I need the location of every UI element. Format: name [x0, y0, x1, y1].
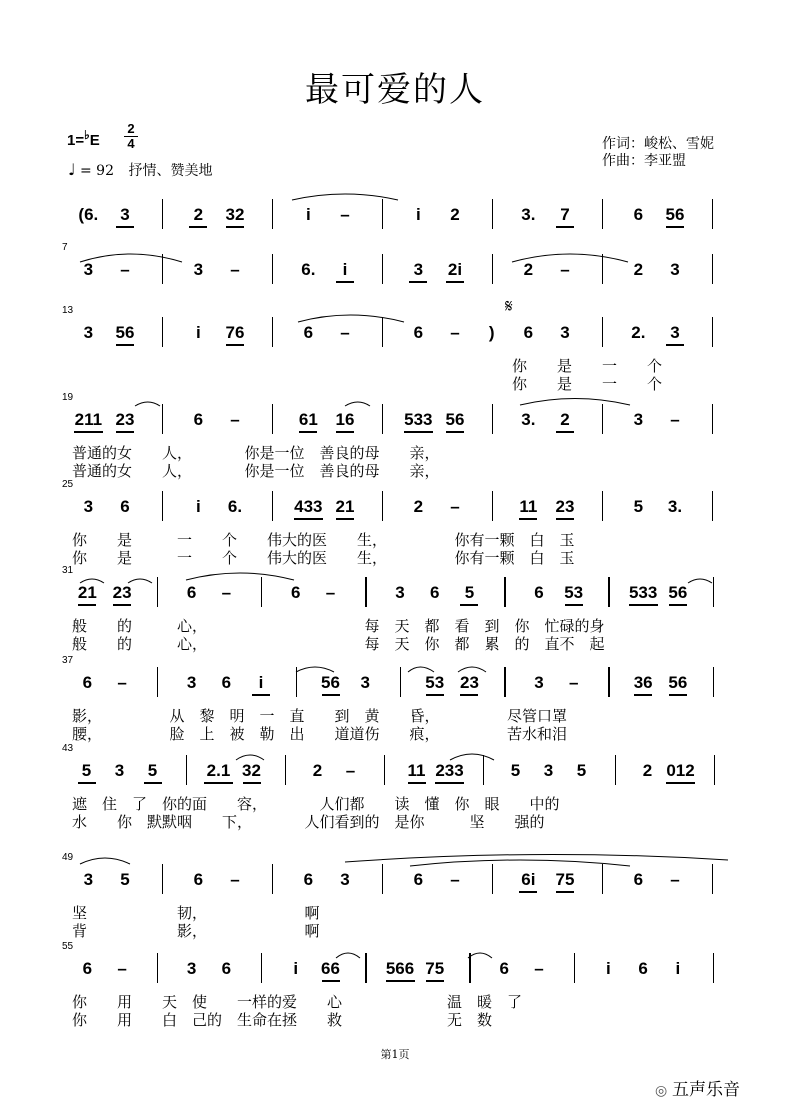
- note: 3: [633, 410, 644, 429]
- note: 6: [303, 323, 314, 342]
- note: 7: [560, 205, 570, 224]
- note: 75: [425, 959, 445, 978]
- measure-number: 7: [62, 242, 68, 253]
- note: 6: [193, 870, 204, 889]
- note: 56: [321, 673, 340, 692]
- note: 3: [560, 323, 570, 342]
- note: 61: [298, 410, 318, 429]
- quarter-note-icon: ♩: [68, 160, 76, 179]
- note: 6.: [227, 497, 243, 516]
- note: 32: [242, 761, 261, 780]
- measure-number: 31: [62, 565, 74, 576]
- note: 2: [413, 497, 424, 516]
- note: –: [534, 959, 544, 978]
- note: –: [120, 260, 130, 279]
- note: 6: [633, 870, 644, 889]
- measure-number: 55: [62, 941, 74, 952]
- note: 56: [445, 410, 465, 429]
- note: –: [450, 323, 460, 342]
- note: 2: [560, 410, 570, 429]
- note: 3: [114, 761, 125, 780]
- slur: [512, 254, 628, 262]
- note: 5: [510, 761, 521, 780]
- note: ): [488, 323, 495, 342]
- time-top: 2: [124, 122, 138, 137]
- note: 53: [564, 583, 584, 602]
- note: 21: [77, 583, 97, 602]
- note: 3.: [521, 410, 536, 429]
- note: 23: [555, 497, 575, 516]
- note: 2: [450, 205, 460, 224]
- note: 3: [360, 673, 370, 692]
- lyric-line: 背 影， 啊: [72, 922, 320, 940]
- note: 5: [633, 497, 644, 516]
- note: 6: [413, 870, 424, 889]
- note: –: [340, 323, 350, 342]
- note: i: [342, 260, 348, 279]
- slur: [688, 579, 712, 583]
- slur: [450, 754, 494, 760]
- expression-text: 抒情、赞美地: [128, 163, 213, 179]
- slur: [292, 194, 398, 200]
- note: 6: [638, 959, 648, 978]
- note: –: [221, 583, 232, 602]
- note: 6: [186, 583, 197, 602]
- note: –: [117, 673, 127, 692]
- note: 3: [395, 583, 405, 602]
- note: 23: [115, 410, 135, 429]
- time-bottom: 4: [127, 136, 135, 151]
- note: 76: [225, 323, 245, 342]
- note: 2: [633, 260, 644, 279]
- note: 3: [670, 260, 680, 279]
- note: 3: [413, 260, 424, 279]
- slur: [236, 755, 264, 760]
- note: 66: [321, 959, 340, 978]
- lyric-line: 遮 住 了 你的面 容， 人们都 读 懂 你 眼 中的: [72, 795, 560, 813]
- measure-number: 43: [62, 743, 74, 754]
- note: –: [670, 410, 680, 429]
- note: 012: [666, 761, 695, 780]
- note: 3: [83, 497, 94, 516]
- note: 3: [340, 870, 350, 889]
- note: –: [230, 410, 240, 429]
- note: 2.: [631, 323, 646, 342]
- slur: [80, 858, 130, 864]
- note: –: [345, 761, 356, 780]
- note: 6: [221, 959, 232, 978]
- lyric-line: 般 的 心， 每 天 都 看 到 你 忙碌的身: [72, 617, 605, 635]
- lyricist-credit: 作词：峻松、雪妮: [602, 136, 714, 152]
- note: 2: [523, 260, 534, 279]
- note: 3: [83, 323, 94, 342]
- note: 5: [576, 761, 587, 780]
- note: 3: [186, 959, 197, 978]
- measure-number: 13: [62, 305, 74, 316]
- slur: [298, 315, 404, 322]
- note: 6.: [301, 260, 316, 279]
- lyric-line: 普通的女 人， 你是一位 善良的母 亲，: [72, 444, 440, 462]
- slur: [520, 399, 630, 406]
- note: –: [670, 870, 680, 889]
- note: –: [568, 673, 579, 692]
- wechat-icon: ◎: [655, 1082, 668, 1098]
- note: 2: [642, 761, 653, 780]
- note: 6: [430, 583, 440, 602]
- note: 6: [303, 870, 314, 889]
- lyric-line: 你 是 一 个: [512, 375, 663, 393]
- note: 433: [294, 497, 323, 516]
- note: –: [117, 959, 127, 978]
- lyric-line: 般 的 心， 每 天 你 都 累 的 直不 起: [72, 635, 605, 653]
- note: 75: [555, 870, 575, 889]
- note: 5: [147, 761, 158, 780]
- measure-number: 25: [62, 479, 74, 490]
- note: 32: [225, 205, 245, 224]
- note: 56: [668, 583, 688, 602]
- note: 6: [499, 959, 509, 978]
- slur: [296, 667, 334, 672]
- note: (6.: [78, 205, 99, 224]
- note: 6: [82, 959, 93, 978]
- song-title: 最可爱的人: [305, 70, 485, 110]
- lyric-line: 腰， 脸 上 被 勒 出 道道伤 痕， 苦水和泪: [72, 725, 568, 743]
- slur: [468, 953, 492, 958]
- note: i: [195, 497, 201, 516]
- note: 2: [193, 205, 204, 224]
- note: i: [305, 205, 311, 224]
- note: 53: [425, 673, 445, 692]
- note: i: [195, 323, 201, 342]
- key-note: E: [89, 132, 100, 149]
- key-prefix: 1=: [67, 132, 85, 149]
- lyric-line: 你 是 一 个: [512, 357, 663, 375]
- note: i: [258, 673, 264, 692]
- note: 23: [460, 673, 479, 692]
- lyric-line: 影， 从 黎 明 一 直 到 黄 昏， 尽管口罩: [72, 707, 568, 725]
- note: 211: [74, 410, 103, 429]
- note: 6: [193, 410, 204, 429]
- slur: [458, 667, 486, 672]
- slur: [80, 579, 104, 583]
- note: 3: [670, 323, 680, 342]
- slur: [186, 573, 294, 580]
- slur: [345, 402, 370, 406]
- slur: [345, 854, 728, 862]
- measure-number: 37: [62, 655, 74, 666]
- note: 2i: [447, 260, 463, 279]
- page-number: 第1页: [380, 1048, 410, 1061]
- note: 3: [186, 673, 197, 692]
- note: 533: [628, 583, 658, 602]
- note: 6: [82, 673, 93, 692]
- note: 21: [335, 497, 355, 516]
- note: 56: [668, 673, 688, 692]
- lyric-line: 你 用 白 己的 生命在拯 救 无 数: [72, 1011, 493, 1029]
- note: 566: [385, 959, 415, 978]
- note: i: [415, 205, 421, 224]
- note: 56: [115, 323, 135, 342]
- note: 2.1: [206, 761, 231, 780]
- note: 6: [221, 673, 232, 692]
- measure-number: 19: [62, 392, 74, 403]
- note: 233: [435, 761, 464, 780]
- segno-sign: 𝄋: [505, 296, 513, 317]
- note: 533: [404, 410, 433, 429]
- note: –: [340, 205, 350, 224]
- lyric-line: 普通的女 人， 你是一位 善良的母 亲，: [72, 462, 440, 480]
- lyric-line: 你 是 一 个 伟大的医 生， 你有一颗 白 玉: [72, 549, 575, 567]
- slur: [408, 667, 434, 672]
- note: 56: [665, 205, 685, 224]
- note: 3: [83, 260, 94, 279]
- note: 6: [291, 583, 301, 602]
- note: 6: [413, 323, 424, 342]
- note: 23: [112, 583, 132, 602]
- slur: [80, 254, 182, 262]
- note: 3: [534, 673, 544, 692]
- note: 5: [81, 761, 92, 780]
- note: 5: [464, 583, 475, 602]
- note: –: [230, 870, 240, 889]
- note: 6: [120, 497, 130, 516]
- lyric-line: 你 用 天 使 一样的爱 心 温 暖 了: [72, 993, 523, 1011]
- lyric-line: 水 你 默默咽 下， 人们看到的 是你 坚 强的: [72, 813, 545, 831]
- note: –: [450, 870, 460, 889]
- note: 3: [543, 761, 554, 780]
- lyric-line: 坚 韧， 啊: [72, 904, 320, 922]
- note: i: [606, 959, 611, 978]
- composer-credit: 作曲：李亚盟: [602, 153, 686, 169]
- lyric-line: 你 是 一 个 伟大的医 生， 你有一颗 白 玉: [72, 531, 575, 549]
- watermark-logo: ◎ 五声乐音: [655, 1080, 740, 1099]
- flat-sign: ♭: [84, 128, 90, 142]
- note: 3: [120, 205, 130, 224]
- note: 11: [519, 497, 538, 516]
- note: i: [293, 959, 299, 978]
- note: i: [675, 959, 681, 978]
- note: 16: [335, 410, 355, 429]
- note: –: [450, 497, 460, 516]
- tempo-value: = 92: [80, 163, 114, 179]
- note: 2: [312, 761, 323, 780]
- note: 11: [407, 761, 426, 780]
- note: –: [230, 260, 240, 279]
- measure-number: 49: [62, 852, 74, 863]
- note: –: [325, 583, 336, 602]
- slur: [410, 860, 630, 866]
- note: 6i: [521, 870, 536, 889]
- note: 6: [523, 323, 534, 342]
- slur: [128, 579, 152, 583]
- note: 3.: [521, 205, 536, 224]
- note: 36: [633, 673, 653, 692]
- slur: [135, 402, 160, 406]
- slur: [336, 953, 360, 958]
- note: 6: [534, 583, 544, 602]
- note: 6: [633, 205, 644, 224]
- note: 3.: [667, 497, 683, 516]
- note: 5: [120, 870, 130, 889]
- note: 3: [83, 870, 94, 889]
- note: –: [560, 260, 570, 279]
- note: 3: [193, 260, 204, 279]
